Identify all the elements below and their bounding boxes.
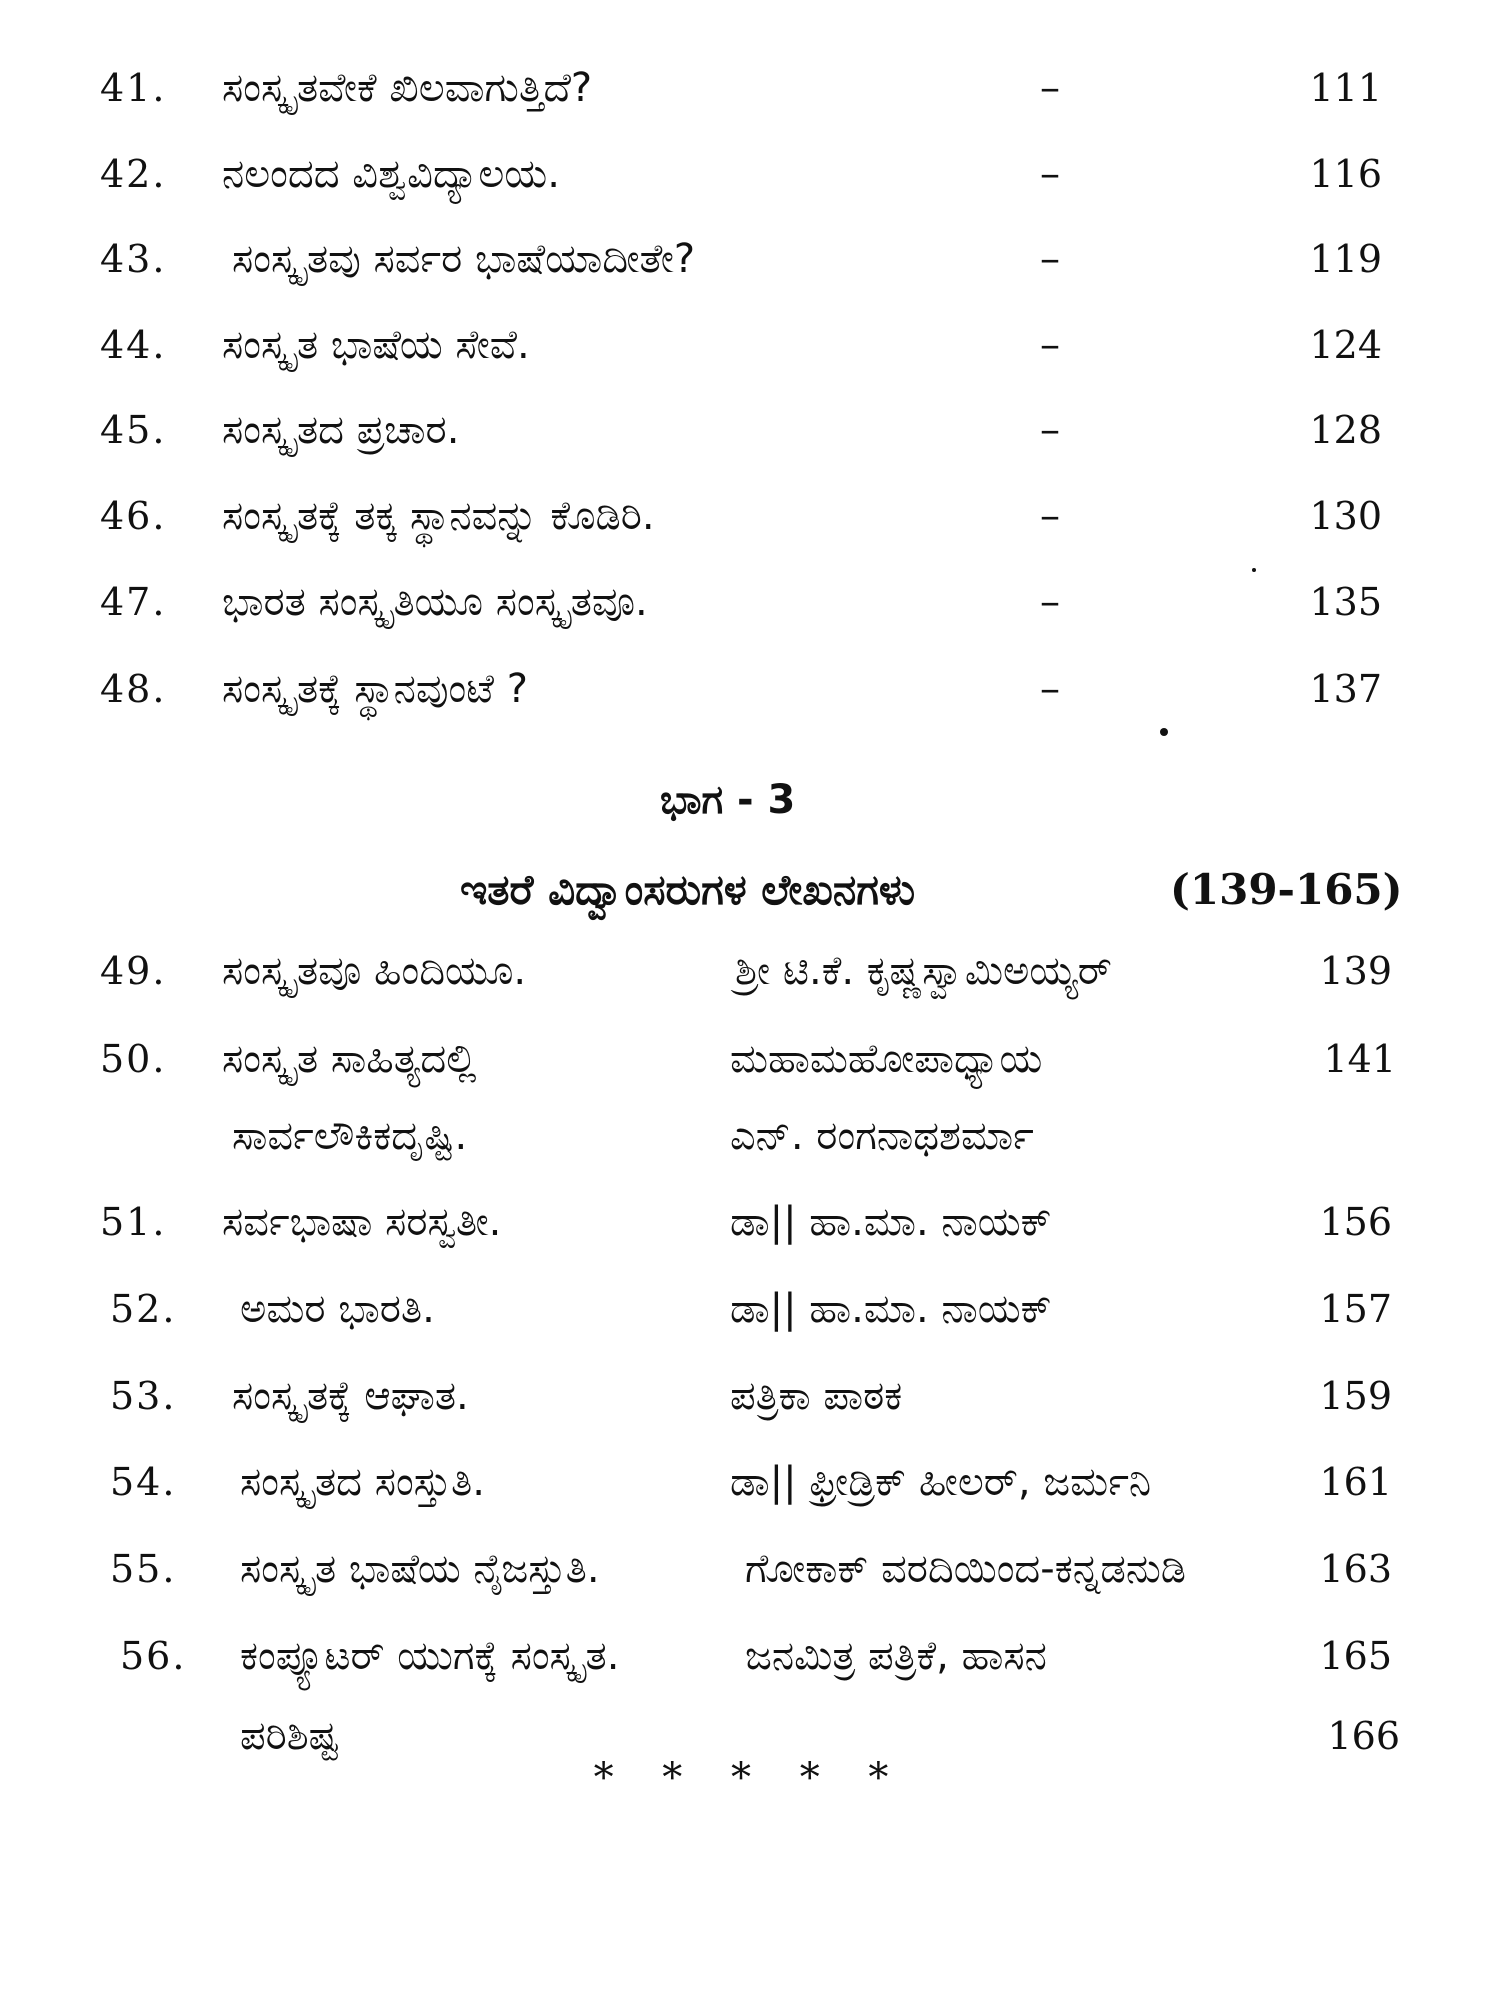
toc-entry-50: [0, 1029, 1500, 1089]
entry-number: 50.: [100, 1037, 167, 1081]
entry-title: ಸರ್ವಭಾಷಾ ಸರಸ್ವತೀ.: [222, 1199, 502, 1245]
entry-page: 135: [1309, 580, 1382, 624]
entry-dash: –: [1040, 65, 1060, 111]
entry-title: ಸಂಸ್ಕೃತ ಸಾಹಿತ್ಯದಲ್ಲಿ: [222, 1036, 477, 1082]
entry-page: 161: [1319, 1460, 1392, 1504]
entry-page: 166: [1327, 1714, 1400, 1758]
entry-title: ಸಂಸ್ಕೃತಕ್ಕೆ ತಕ್ಕ ಸ್ಥಾನವನ್ನು ಕೊಡಿರಿ.: [222, 493, 655, 539]
entry-author: ಡಾ|| ಹಾ.ಮಾ. ನಾಯಕ್: [730, 1286, 1052, 1332]
toc-entry-43: [0, 229, 1500, 289]
entry-page: 137: [1309, 667, 1382, 711]
section-page-range: (139-165): [1170, 865, 1403, 914]
entry-author: ಮಹಾಮಹೋಪಾಧ್ಯಾಯ: [730, 1036, 1043, 1082]
toc-entry-47: [0, 572, 1500, 632]
entry-page: 111: [1309, 66, 1382, 110]
entry-page: 130: [1309, 494, 1382, 538]
entry-author: ಶ್ರೀ ಟಿ.ಕೆ. ಕೃಷ್ಣಸ್ವಾಮಿಅಯ್ಯರ್: [735, 948, 1112, 994]
entry-author: ಪತ್ರಿಕಾ ಪಾಠಕ: [730, 1373, 903, 1419]
entry-number: 43.: [100, 237, 167, 281]
entry-author: ಡಾ|| ಹಾ.ಮಾ. ನಾಯಕ್: [730, 1199, 1052, 1245]
entry-number: 56.: [120, 1634, 187, 1678]
toc-entry-42: [0, 144, 1500, 204]
entry-page: 124: [1309, 323, 1382, 367]
entry-author: ಜನಮಿತ್ರ ಪತ್ರಿಕೆ, ಹಾಸನ: [745, 1633, 1047, 1679]
entry-number: 42.: [100, 152, 167, 196]
entry-number: 55.: [110, 1547, 177, 1591]
entry-dash: –: [1040, 493, 1060, 539]
entry-page: 139: [1319, 949, 1392, 993]
entry-title: ಸಂಸ್ಕೃತವು ಸರ್ವರ ಭಾಷೆಯಾದೀತೇ?: [232, 236, 696, 282]
toc-entry-56: [0, 1626, 1500, 1686]
entry-title: ಸಂಸ್ಕೃತಕ್ಕೆ ಸ್ಥಾನವುಂಟೆ ?: [222, 666, 528, 712]
entry-number: 44.: [100, 323, 167, 367]
entry-title: ಸಂಸ್ಕೃತ ಭಾಷೆಯ ನೈಜಸ್ತುತಿ.: [240, 1546, 600, 1592]
toc-entry-46: [0, 486, 1500, 546]
entry-title: ಕಂಪ್ಯೂಟರ್ ಯುಗಕ್ಕೆ ಸಂಸ್ಕೃತ.: [240, 1633, 620, 1679]
entry-title: ಅಮರ ಭಾರತಿ.: [240, 1286, 435, 1332]
entry-dash: –: [1040, 322, 1060, 368]
entry-page: 163: [1319, 1547, 1392, 1591]
entry-title: ಸಂಸ್ಕೃತಕ್ಕೆ ಆಘಾತ.: [232, 1373, 469, 1419]
entry-number: 53.: [110, 1374, 177, 1418]
entry-title: ಸಾರ್ವಲೌಕಿಕದೃಷ್ಟಿ.: [232, 1113, 468, 1159]
entry-title: ಸಂಸ್ಕೃತದ ಪ್ರಚಾರ.: [222, 407, 460, 453]
entry-dash: –: [1040, 236, 1060, 282]
toc-entry-50-continued: [0, 1106, 1500, 1166]
entry-title: ಪರಿಶಿಷ್ಟ: [240, 1713, 339, 1759]
entry-author: ಎನ್. ರಂಗನಾಥಶರ್ಮಾ: [730, 1113, 1034, 1159]
entry-title: ಭಾರತ ಸಂಸ್ಕೃತಿಯೂ ಸಂಸ್ಕೃತವೂ.: [222, 579, 648, 625]
entry-dash: –: [1040, 666, 1060, 712]
toc-entry-49: [0, 941, 1500, 1001]
toc-entry-44: [0, 315, 1500, 375]
entry-title: ಸಂಸ್ಕೃತವೂ ಹಿಂದಿಯೂ.: [222, 948, 527, 994]
entry-page: 157: [1319, 1287, 1392, 1331]
print-speck: [1252, 568, 1256, 572]
entry-page: 128: [1309, 408, 1382, 452]
toc-entry-41: [0, 58, 1500, 118]
entry-page: 159: [1319, 1374, 1392, 1418]
entry-page: 141: [1323, 1037, 1396, 1081]
toc-entry-48: [0, 659, 1500, 719]
section-label-text: ಭಾಗ - 3: [660, 777, 796, 823]
entry-title: ಸಂಸ್ಕೃತದ ಸಂಸ್ತುತಿ.: [240, 1459, 485, 1505]
entry-author: ಡಾ|| ಫ್ರೀಡ್ರಿಕ್ ಹೀಲರ್, ಜರ್ಮನಿ: [730, 1459, 1152, 1505]
toc-entry-54: [0, 1452, 1500, 1512]
entry-number: 45.: [100, 408, 167, 452]
entry-author: ಗೋಕಾಕ್ ವರದಿಯಿಂದ-ಕನ್ನಡನುಡಿ: [745, 1546, 1186, 1592]
entry-number: 47.: [100, 580, 167, 624]
entry-number: 46.: [100, 494, 167, 538]
entry-title: ನಲಂದದ ವಿಶ್ವವಿದ್ಯಾಲಯ.: [222, 151, 560, 197]
toc-entry-53: [0, 1366, 1500, 1426]
entry-dash: –: [1040, 407, 1060, 453]
entry-number: 49.: [100, 949, 167, 993]
entry-page: 165: [1319, 1634, 1392, 1678]
print-speck: [1160, 728, 1168, 736]
section-heading: [0, 855, 1500, 925]
entry-title: ಸಂಸ್ಕೃತವೇಕೆ ಖಿಲವಾಗುತ್ತಿದೆ?: [222, 65, 593, 111]
footer-stars: * * * * *: [593, 1755, 907, 1801]
entry-dash: –: [1040, 151, 1060, 197]
entry-dash: –: [1040, 579, 1060, 625]
toc-entry-55: [0, 1539, 1500, 1599]
toc-entry-52: [0, 1279, 1500, 1339]
entry-number: 52.: [110, 1287, 177, 1331]
section-heading-text: ಇತರೆ ವಿದ್ವಾಂಸರುಗಳ ಲೇಖನಗಳು: [460, 865, 916, 914]
entry-number: 41.: [100, 66, 167, 110]
entry-page: 116: [1309, 152, 1382, 196]
entry-number: 48.: [100, 667, 167, 711]
entry-number: 54.: [110, 1460, 177, 1504]
entry-page: 156: [1319, 1200, 1392, 1244]
entry-number: 51.: [100, 1200, 167, 1244]
toc-entry-45: [0, 400, 1500, 460]
entry-title: ಸಂಸ್ಕೃತ ಭಾಷೆಯ ಸೇವೆ.: [222, 322, 530, 368]
toc-entry-51: [0, 1192, 1500, 1252]
entry-page: 119: [1309, 237, 1382, 281]
